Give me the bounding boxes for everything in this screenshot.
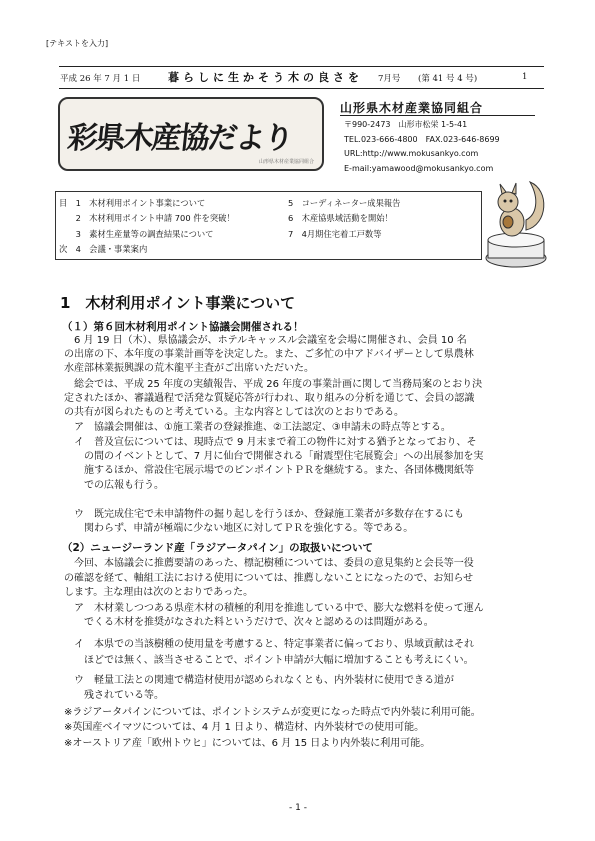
toc-item: 5 コーディネーター成果報告 bbox=[288, 198, 401, 208]
org-name: 山形県木材産業協同組合 bbox=[340, 101, 484, 115]
toc-item: 目 1 木材利用ポイント事業について bbox=[59, 198, 206, 208]
paragraph-line: の共有が図られたものと考えている。主な内容としては次のとおりである。 bbox=[64, 407, 404, 418]
toc-item: 7 4月期住宅着工戸数等 bbox=[288, 229, 382, 239]
paragraph-line: ア 協議会開催は、①施工業者の登録推進、②工法認定、③申請未の時点等とする。 bbox=[64, 422, 451, 433]
header-page-number: 1 bbox=[522, 72, 528, 82]
paragraph-line: イ 普及宣伝については、現時点で 9 月末まで着工の物件に対する猶予となっており、そ bbox=[64, 437, 477, 448]
org-postal: 〒990-2473 山形市松栄 1-5-41 bbox=[344, 120, 468, 129]
paragraph-line: 水産部林業振興課の荒木龍平主査がご出席いただいた。 bbox=[64, 363, 314, 374]
paragraph-line: ウ 既完成住宅で未申請物件の掘り起しを行うほか、登録施工業者が多数存在するにも bbox=[64, 509, 464, 520]
paragraph-line: 残されている等。 bbox=[64, 690, 164, 701]
paragraph-line: します。主な理由は次のとおりであった。 bbox=[64, 587, 254, 598]
toc-item: 6 木産協県域活動を開始！ bbox=[288, 213, 393, 223]
header-bottom-rule bbox=[59, 88, 544, 89]
paragraph-line: 今回、本協議会に推薦要請のあった、標記樹種については、委員の意見集約と会長等一役 bbox=[64, 558, 474, 569]
page-footer-number: - 1 - bbox=[289, 803, 307, 813]
org-name-underline bbox=[340, 115, 535, 116]
paragraph-line: ほどでは無く、該当させることで、ポイント申請が大幅に増加することも考えにくい。 bbox=[64, 655, 474, 666]
header-slogan: 暮らしに生かそう木の良さを bbox=[168, 71, 363, 84]
paragraph-line: ※オーストリア産「欧州トウヒ」については、6 月 15 日より内外装に利用可能。 bbox=[64, 738, 431, 749]
squirrel-mascot-illustration bbox=[478, 170, 553, 270]
header-top-rule bbox=[59, 66, 544, 67]
text-placeholder-label: [テキストを入力] bbox=[46, 39, 109, 48]
paragraph-line: での広報も行う。 bbox=[64, 480, 164, 491]
toc-item: 次 4 会議・事業案内 bbox=[59, 244, 148, 254]
toc-item: 2 木材利用ポイント申請 700 件を突破！ bbox=[59, 213, 235, 223]
org-url[interactable]: URL:http://www.mokusankyo.com bbox=[344, 149, 479, 158]
paragraph-line: の間のイベントとして、7 月に仙台で開催される「耐震型住宅展覧会」への出展参加を実 bbox=[64, 451, 484, 462]
header-volume: (第 41 号 4 号) bbox=[418, 74, 478, 84]
logo-subtitle: 山形県木材産業協同組合 bbox=[258, 159, 314, 165]
paragraph-line: ※ラジアータパインについては、ポイントシステムが変更になった時点で内外装に利用可能。 bbox=[64, 707, 481, 718]
paragraph-line: ア 木材業しつつある県産木材の積極的利用を推進している中で、膨大な燃料を使って運ん bbox=[64, 603, 484, 614]
org-email[interactable]: E-mail:yamawood@mokusankyo.com bbox=[344, 164, 494, 173]
section-title: 1 木材利用ポイント事業について bbox=[60, 294, 296, 312]
subsection-1-title: （１）第６回木材利用ポイント協議会開催される！ bbox=[62, 321, 304, 333]
paragraph-line: 6 月 19 日（木）、県協議会が、ホテルキャッスル会議室を会場に開催され、会員 10 名 bbox=[64, 335, 467, 346]
subsection-2-title: （2）ニュージーランド産「ラジアータパイン」の取扱いについて bbox=[62, 542, 373, 554]
paragraph-line: イ 本県での当該樹種の使用量を考慮すると、特定事業者に偏っており、県域貢献はそれ bbox=[64, 639, 474, 650]
header-month: 7月号 bbox=[378, 74, 401, 84]
paragraph-line: 関わらず、申請が極端に少ない地区に対してＰＲを強化する。等である。 bbox=[64, 523, 414, 534]
header-date: 平成 26 年 7 月 1 日 bbox=[60, 74, 141, 84]
logo-title: 彩県木産協だより bbox=[65, 121, 294, 156]
paragraph-line: 施するほか、常設住宅展示場でのピンポイントＰＲを継続する。また、各団体機関紙等 bbox=[64, 465, 474, 476]
newsletter-logo bbox=[58, 97, 324, 171]
paragraph-line: でくる木材を推奨がなされた料というだけで、次々と認めるのは問題がある。 bbox=[64, 617, 434, 628]
paragraph-line: 総会では、平成 25 年度の実績報告、平成 26 年度の事業計画に関して当務局案のとおり決 bbox=[64, 379, 483, 390]
paragraph-line: ※英国産ベイマツについては、4 月 1 日より、構造材、内外装材での使用可能。 bbox=[64, 722, 425, 733]
toc-item: 3 素材生産量等の調査結果について bbox=[59, 229, 214, 239]
paragraph-line: の出席の下、本年度の事業計画等を決定した。また、ご多忙の中アドバイザーとして県農林 bbox=[64, 349, 474, 360]
paragraph-line: ウ 軽量工法との関連で構造材使用が認められなくとも、内外装材に使用できる道が bbox=[64, 675, 454, 686]
paragraph-line: の確認を経て、軸組工法における使用については、推薦しないことになったので、お知らせ bbox=[64, 573, 474, 584]
paragraph-line: 定されたほか、審議過程で活発な質疑応答が行われ、取り組みの分析を通じて、会員の認識 bbox=[64, 393, 475, 404]
org-tel: TEL.023-666-4800 FAX.023-646-8699 bbox=[344, 135, 500, 144]
table-of-contents bbox=[55, 191, 482, 260]
